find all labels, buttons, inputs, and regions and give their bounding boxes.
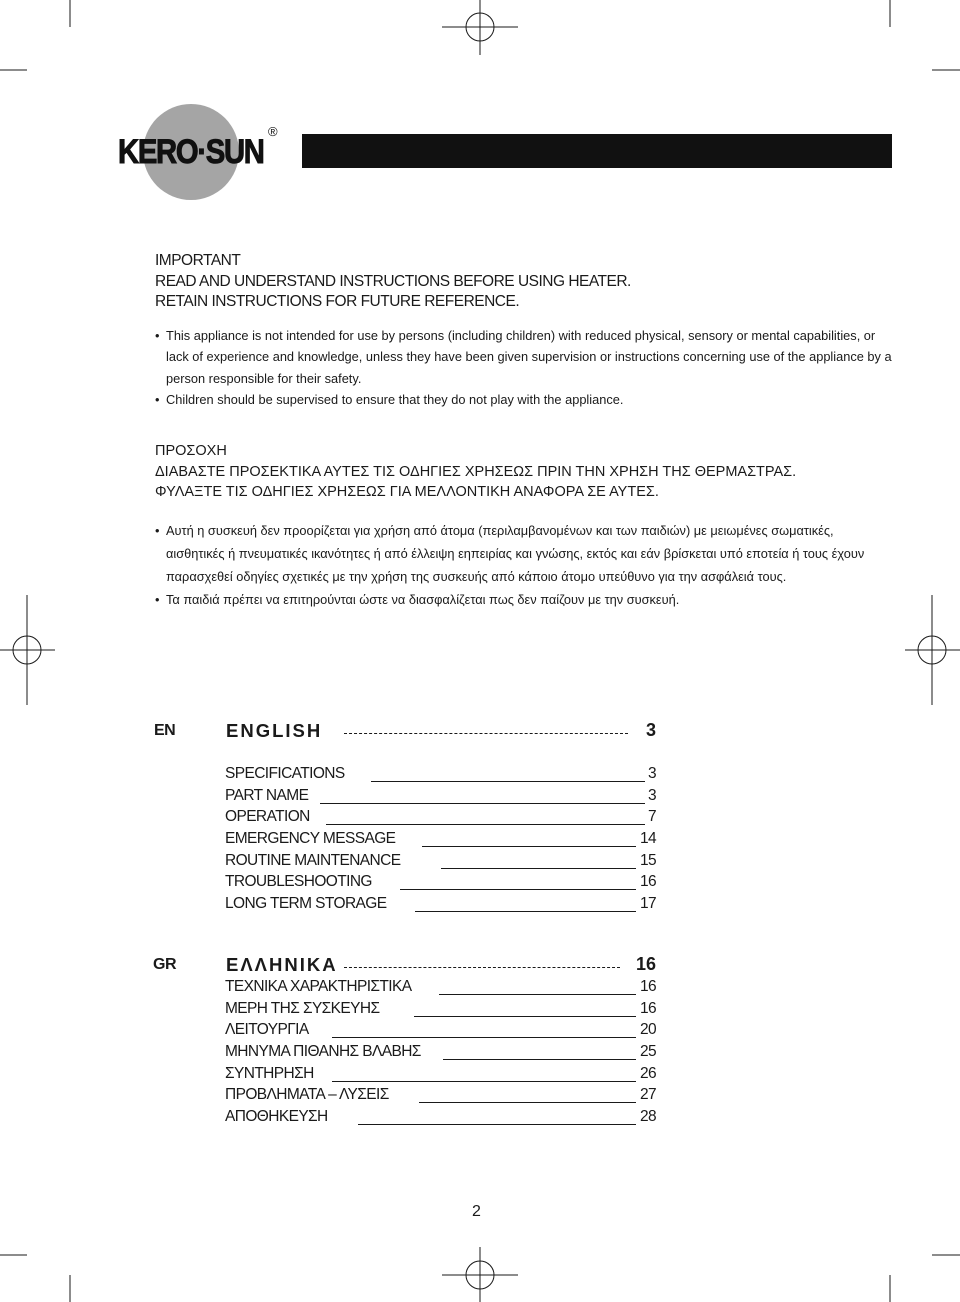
toc-item-label: ΤΕΧΝΙΚΑ ΧΑΡΑΚΤΗΡΙΣΤΙΚΑ: [225, 978, 412, 995]
toc-gr-heading: [226, 954, 656, 978]
toc-leader-line: [441, 868, 636, 869]
toc-item[interactable]: [225, 1065, 656, 1087]
warning-en-line: RETAIN INSTRUCTIONS FOR FUTURE REFERENCE.: [155, 293, 520, 310]
toc-item-label: OPERATION: [225, 808, 310, 826]
toc-leader-line: [422, 846, 636, 847]
toc-item-label: TROUBLESHOOTING: [225, 873, 372, 891]
bullet-item: • Αυτή η συσκευή δεν προορίζεται για χρήση από άτομα (περιλαμβανομένων και των παιδιών) με μειωμένες σωματικές, αισθητικές ή πνευματικές ικανότητες ή από έλλειψη εηπειρίας και γνώσης, εκτός και εάν βρίσκεται υπό εποτεία ή τους έχουν παρασχεθεί οδηγίες σχετικές με την χρήση της συσκευής από κάποιο άτομο υπεύθυνο για την ασφάλειά τους.: [155, 519, 895, 588]
toc-item[interactable]: [225, 1108, 656, 1130]
toc-item-label: ΣΥΝΤΗΡΗΣΗ: [225, 1064, 314, 1082]
toc-item-page: 7: [647, 808, 656, 826]
toc-item-label: ΑΠΟΘΗΚΕΥΣΗ: [225, 1108, 328, 1126]
toc-leader-line: [414, 1016, 636, 1017]
toc-item-label: ΜΗΝΥΜΑ ΠΙΘΑΝΗΣ ΒΛΑΒΗΣ: [225, 1043, 421, 1061]
toc-en-title: ENGLISH: [226, 720, 323, 741]
toc-leader-line: [320, 803, 645, 804]
toc-item-page: 27: [639, 1086, 656, 1104]
toc-item[interactable]: [225, 1021, 656, 1043]
toc-item[interactable]: [225, 1043, 656, 1065]
toc-leader-line: [419, 1102, 636, 1103]
toc-item-page: 28: [639, 1108, 656, 1126]
lang-code-en: EN: [154, 722, 176, 739]
toc-leader-line: [326, 824, 645, 825]
toc-item-label: EMERGENCY MESSAGE: [225, 830, 396, 848]
bullet-item: • Τα παιδιά πρέπει να επιτηρούνται ώστε να διασφαλίζεται πως δεν παίζουν με την συσκευή.: [155, 588, 895, 611]
page-number: 2: [472, 1203, 481, 1220]
toc-gr-title: ΕΛΛΗΝΙΚΑ: [226, 954, 338, 975]
toc-item[interactable]: [225, 852, 656, 874]
toc-item-label: ΜΕΡΗ ΤΗΣ ΣΥΣΚΕΥΗΣ: [225, 999, 380, 1017]
toc-item-page: 16: [639, 873, 656, 891]
warning-en-line: READ AND UNDERSTAND INSTRUCTIONS BEFORE USING HEATER.: [155, 272, 631, 290]
bullet-item: • This appliance is not intended for use by persons (including children) with reduced physical, sensory or mental capabilities, or lack of experience and knowledge, unless they have been given supervision or instructions concerning use of the appliance by a person responsible for their safety.: [155, 325, 895, 390]
toc-item-page: 14: [639, 830, 656, 848]
toc-item-page: 3: [647, 786, 656, 804]
warning-gr-line: ΔΙΑΒΑΣΤΕ ΠΡΟΣΕΚΤΙΚΑ ΑΥΤΕΣ ΤΙΣ ΟΔΗΓΙΕΣ ΧΡΗΣΕΩΣ ΠΡΙΝ ΤΗΝ ΧΡΗΣΗ ΤΗΣ ΘΕΡΜΑΣΤΡΑΣ.: [155, 463, 797, 480]
header-bar: [302, 134, 892, 168]
toc-item-label: ΛΕΙΤΟΥΡΓΙΑ: [225, 1021, 309, 1039]
toc-item-page: 26: [639, 1064, 656, 1082]
logo-wordmark: KERO·SUN: [118, 133, 264, 171]
toc-item-label: ROUTINE MAINTENANCE: [225, 851, 401, 869]
lang-code-gr: GR: [153, 956, 176, 973]
warning-en-bullets: [155, 325, 895, 411]
toc-en-heading: [226, 720, 656, 744]
toc-item-page: 20: [639, 1021, 656, 1039]
warning-gr-line: ΦΥΛΑΞΤΕ ΤΙΣ ΟΔΗΓΙΕΣ ΧΡΗΣΕΩΣ ΓΙΑ ΜΕΛΛΟΝΤΙΚΗ ΑΝΑΦΟΡΑ ΣΕ ΑΥΤΕΣ.: [155, 484, 659, 500]
warning-en-heading: IMPORTANT: [155, 252, 241, 269]
toc-item-page: 25: [639, 1043, 656, 1061]
toc-item-page: 15: [639, 851, 656, 869]
warning-gr-heading: ΠΡΟΣΟΧΗ: [155, 443, 227, 459]
registered-mark: ®: [268, 124, 278, 139]
toc-leader-line: [332, 1081, 636, 1082]
toc-leader-line: [332, 1037, 636, 1038]
toc-item-label: PART NAME: [225, 786, 309, 804]
toc-leader-line: [371, 781, 645, 782]
toc-gr-leader: [344, 967, 620, 968]
toc-gr-list: [225, 978, 656, 1130]
toc-gr-title-page: 16: [635, 954, 656, 974]
toc-item-page: 16: [639, 978, 656, 995]
toc-en-leader: [344, 733, 628, 734]
toc-item[interactable]: [225, 895, 656, 917]
toc-item[interactable]: [225, 765, 656, 787]
toc-item-label: ΠΡΟΒΛΗΜΑΤΑ – ΛΥΣΕΙΣ: [225, 1086, 389, 1104]
toc-item[interactable]: [225, 1000, 656, 1022]
toc-item-label: LONG TERM STORAGE: [225, 895, 387, 913]
toc-item-page: 16: [639, 999, 656, 1017]
toc-leader-line: [439, 994, 636, 995]
toc-item[interactable]: [225, 873, 656, 895]
warning-gr-bullets: [155, 519, 895, 611]
toc-item-page: 17: [639, 895, 656, 913]
toc-leader-line: [443, 1059, 636, 1060]
toc-en-title-page: 3: [645, 720, 656, 740]
bullet-item: • Children should be supervised to ensure that they do not play with the appliance.: [155, 389, 895, 411]
toc-item[interactable]: [225, 978, 656, 1000]
toc-item[interactable]: [225, 830, 656, 852]
toc-leader-line: [400, 889, 636, 890]
warning-gr: [155, 441, 895, 611]
toc-item-label: SPECIFICATIONS: [225, 765, 345, 782]
warning-en: [155, 251, 895, 411]
toc-item[interactable]: [225, 1086, 656, 1108]
toc-leader-line: [358, 1124, 636, 1125]
toc-item[interactable]: [225, 787, 656, 809]
toc-leader-line: [415, 911, 636, 912]
toc-item[interactable]: [225, 808, 656, 830]
toc-item-page: 3: [647, 765, 656, 782]
toc-en-list: [225, 765, 656, 917]
